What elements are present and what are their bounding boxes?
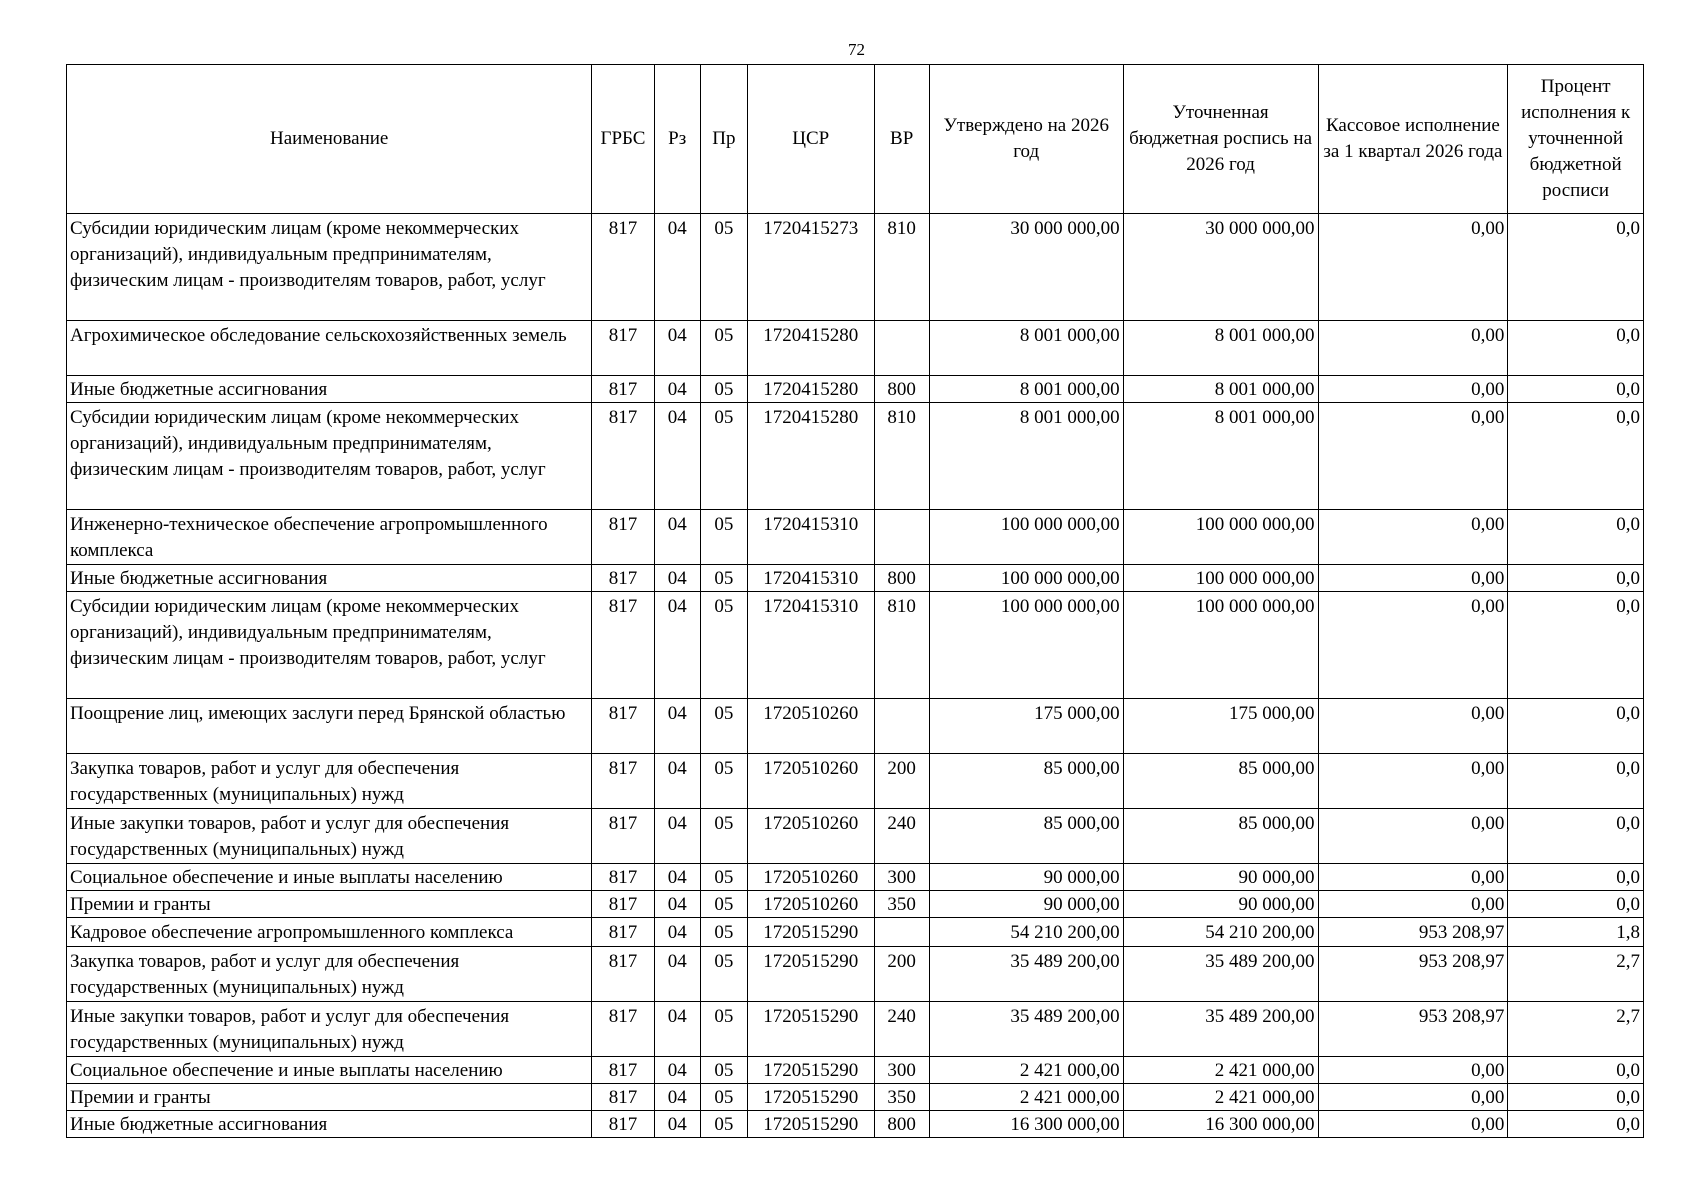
cell-approved: 35 489 200,00 (929, 1002, 1123, 1057)
cell-name: Социальное обеспечение и иные выплаты населению (67, 1057, 592, 1084)
cell-csr: 1720515290 (748, 1111, 875, 1138)
cell-vr: 240 (874, 1002, 929, 1057)
cell-refined: 100 000 000,00 (1123, 565, 1318, 592)
cell-refined: 90 000,00 (1123, 891, 1318, 918)
cell-name: Инженерно-техническое обеспечение агропромышленного комплекса (67, 510, 592, 565)
cell-percent: 0,0 (1508, 754, 1644, 809)
cell-percent: 0,0 (1508, 376, 1644, 403)
cell-rz: 04 (654, 510, 700, 565)
cell-cash: 0,00 (1318, 1111, 1508, 1138)
cell-pr: 05 (700, 592, 747, 699)
table-row (67, 809, 1644, 864)
cell-refined: 85 000,00 (1123, 809, 1318, 864)
cell-grbs: 817 (592, 1002, 654, 1057)
table-row (67, 592, 1644, 699)
table-row (67, 1057, 1644, 1084)
cell-refined: 85 000,00 (1123, 754, 1318, 809)
cell-pr: 05 (700, 754, 747, 809)
cell-percent: 0,0 (1508, 321, 1644, 376)
header-rz: Рз (654, 65, 700, 214)
cell-grbs: 817 (592, 565, 654, 592)
cell-refined: 90 000,00 (1123, 864, 1318, 891)
cell-cash: 0,00 (1318, 565, 1508, 592)
table-row (67, 214, 1644, 321)
cell-percent: 0,0 (1508, 565, 1644, 592)
cell-refined: 8 001 000,00 (1123, 321, 1318, 376)
cell-name: Поощрение лиц, имеющих заслуги перед Брянской областью (67, 699, 592, 754)
header-pr: Пр (700, 65, 747, 214)
table-header-row (67, 65, 1644, 214)
cell-pr: 05 (700, 1002, 747, 1057)
cell-percent: 1,8 (1508, 918, 1644, 947)
header-refined: Уточненная бюджетная роспись на 2026 год (1123, 65, 1318, 214)
cell-percent: 0,0 (1508, 1057, 1644, 1084)
cell-approved: 2 421 000,00 (929, 1057, 1123, 1084)
cell-name: Иные бюджетные ассигнования (67, 1111, 592, 1138)
cell-cash: 0,00 (1318, 376, 1508, 403)
cell-percent: 0,0 (1508, 891, 1644, 918)
table-row (67, 510, 1644, 565)
cell-cash: 0,00 (1318, 699, 1508, 754)
cell-csr: 1720415310 (748, 592, 875, 699)
cell-vr: 300 (874, 864, 929, 891)
cell-pr: 05 (700, 1111, 747, 1138)
cell-grbs: 817 (592, 1057, 654, 1084)
cell-approved: 90 000,00 (929, 891, 1123, 918)
cell-cash: 0,00 (1318, 891, 1508, 918)
cell-refined: 30 000 000,00 (1123, 214, 1318, 321)
cell-rz: 04 (654, 809, 700, 864)
cell-vr: 350 (874, 1084, 929, 1111)
cell-refined: 54 210 200,00 (1123, 918, 1318, 947)
cell-pr: 05 (700, 918, 747, 947)
cell-csr: 1720510260 (748, 891, 875, 918)
cell-csr: 1720415280 (748, 321, 875, 376)
cell-vr (874, 699, 929, 754)
cell-csr: 1720515290 (748, 1057, 875, 1084)
cell-refined: 8 001 000,00 (1123, 376, 1318, 403)
cell-vr: 240 (874, 809, 929, 864)
cell-rz: 04 (654, 918, 700, 947)
cell-approved: 30 000 000,00 (929, 214, 1123, 321)
cell-pr: 05 (700, 321, 747, 376)
cell-pr: 05 (700, 947, 747, 1002)
cell-vr: 800 (874, 1111, 929, 1138)
cell-cash: 953 208,97 (1318, 947, 1508, 1002)
cell-name: Закупка товаров, работ и услуг для обеспечения государственных (муниципальных) нужд (67, 754, 592, 809)
table-row (67, 1111, 1644, 1138)
cell-csr: 1720515290 (748, 1002, 875, 1057)
cell-percent: 0,0 (1508, 809, 1644, 864)
cell-csr: 1720510260 (748, 754, 875, 809)
cell-approved: 8 001 000,00 (929, 403, 1123, 510)
cell-grbs: 817 (592, 510, 654, 565)
cell-name: Субсидии юридическим лицам (кроме некоммерческих организаций), индивидуальным предпринимателям, физическим лицам - производителям товаров, работ, услуг (67, 592, 592, 699)
cell-percent: 0,0 (1508, 699, 1644, 754)
cell-grbs: 817 (592, 918, 654, 947)
budget-table (66, 64, 1644, 1138)
cell-vr: 350 (874, 891, 929, 918)
cell-approved: 85 000,00 (929, 754, 1123, 809)
cell-rz: 04 (654, 321, 700, 376)
cell-csr: 1720515290 (748, 918, 875, 947)
cell-vr: 800 (874, 565, 929, 592)
cell-rz: 04 (654, 1057, 700, 1084)
cell-grbs: 817 (592, 376, 654, 403)
cell-pr: 05 (700, 403, 747, 510)
cell-cash: 953 208,97 (1318, 918, 1508, 947)
cell-percent: 0,0 (1508, 1111, 1644, 1138)
cell-csr: 1720415310 (748, 510, 875, 565)
table-row (67, 376, 1644, 403)
cell-name: Кадровое обеспечение агропромышленного комплекса (67, 918, 592, 947)
cell-vr: 810 (874, 403, 929, 510)
cell-refined: 35 489 200,00 (1123, 1002, 1318, 1057)
cell-refined: 100 000 000,00 (1123, 592, 1318, 699)
cell-grbs: 817 (592, 592, 654, 699)
cell-pr: 05 (700, 699, 747, 754)
cell-pr: 05 (700, 214, 747, 321)
cell-name: Субсидии юридическим лицам (кроме некоммерческих организаций), индивидуальным предпринимателям, физическим лицам - производителям товаров, работ, услуг (67, 214, 592, 321)
cell-refined: 8 001 000,00 (1123, 403, 1318, 510)
cell-vr (874, 918, 929, 947)
cell-rz: 04 (654, 376, 700, 403)
cell-grbs: 817 (592, 754, 654, 809)
cell-approved: 100 000 000,00 (929, 592, 1123, 699)
cell-name: Агрохимическое обследование сельскохозяйственных земель (67, 321, 592, 376)
cell-percent: 0,0 (1508, 214, 1644, 321)
cell-csr: 1720510260 (748, 864, 875, 891)
table-row (67, 918, 1644, 947)
cell-name: Иные закупки товаров, работ и услуг для обеспечения государственных (муниципальных) нужд (67, 809, 592, 864)
cell-approved: 35 489 200,00 (929, 947, 1123, 1002)
cell-name: Иные закупки товаров, работ и услуг для обеспечения государственных (муниципальных) нужд (67, 1002, 592, 1057)
table-row (67, 947, 1644, 1002)
cell-percent: 0,0 (1508, 1084, 1644, 1111)
cell-approved: 54 210 200,00 (929, 918, 1123, 947)
cell-rz: 04 (654, 1084, 700, 1111)
table-row (67, 403, 1644, 510)
cell-rz: 04 (654, 864, 700, 891)
cell-csr: 1720510260 (748, 699, 875, 754)
cell-rz: 04 (654, 565, 700, 592)
cell-approved: 8 001 000,00 (929, 376, 1123, 403)
cell-vr: 200 (874, 754, 929, 809)
table-row (67, 864, 1644, 891)
table-row (67, 754, 1644, 809)
cell-refined: 175 000,00 (1123, 699, 1318, 754)
cell-grbs: 817 (592, 1111, 654, 1138)
cell-pr: 05 (700, 1084, 747, 1111)
cell-grbs: 817 (592, 321, 654, 376)
cell-cash: 0,00 (1318, 1057, 1508, 1084)
cell-cash: 0,00 (1318, 809, 1508, 864)
cell-csr: 1720415310 (748, 565, 875, 592)
cell-vr: 810 (874, 592, 929, 699)
cell-refined: 16 300 000,00 (1123, 1111, 1318, 1138)
cell-csr: 1720510260 (748, 809, 875, 864)
cell-pr: 05 (700, 891, 747, 918)
cell-rz: 04 (654, 699, 700, 754)
cell-vr (874, 321, 929, 376)
cell-cash: 953 208,97 (1318, 1002, 1508, 1057)
cell-approved: 100 000 000,00 (929, 565, 1123, 592)
cell-name: Иные бюджетные ассигнования (67, 376, 592, 403)
cell-percent: 0,0 (1508, 510, 1644, 565)
cell-name: Иные бюджетные ассигнования (67, 565, 592, 592)
cell-grbs: 817 (592, 214, 654, 321)
cell-grbs: 817 (592, 1084, 654, 1111)
cell-name: Субсидии юридическим лицам (кроме некоммерческих организаций), индивидуальным предпринимателям, физическим лицам - производителям товаров, работ, услуг (67, 403, 592, 510)
cell-refined: 35 489 200,00 (1123, 947, 1318, 1002)
cell-pr: 05 (700, 376, 747, 403)
cell-grbs: 817 (592, 699, 654, 754)
cell-cash: 0,00 (1318, 321, 1508, 376)
page-number: 72 (848, 40, 865, 59)
cell-grbs: 817 (592, 947, 654, 1002)
cell-approved: 90 000,00 (929, 864, 1123, 891)
cell-vr (874, 510, 929, 565)
table-row (67, 565, 1644, 592)
cell-rz: 04 (654, 891, 700, 918)
cell-refined: 100 000 000,00 (1123, 510, 1318, 565)
cell-pr: 05 (700, 864, 747, 891)
cell-refined: 2 421 000,00 (1123, 1084, 1318, 1111)
cell-csr: 1720515290 (748, 1084, 875, 1111)
cell-rz: 04 (654, 592, 700, 699)
cell-cash: 0,00 (1318, 1084, 1508, 1111)
header-vr: ВР (874, 65, 929, 214)
cell-refined: 2 421 000,00 (1123, 1057, 1318, 1084)
cell-grbs: 817 (592, 891, 654, 918)
cell-cash: 0,00 (1318, 510, 1508, 565)
cell-vr: 810 (874, 214, 929, 321)
cell-cash: 0,00 (1318, 214, 1508, 321)
header-percent: Процент исполнения к уточненной бюджетной росписи (1508, 65, 1644, 214)
cell-percent: 0,0 (1508, 403, 1644, 510)
cell-pr: 05 (700, 565, 747, 592)
cell-cash: 0,00 (1318, 592, 1508, 699)
cell-rz: 04 (654, 403, 700, 510)
cell-grbs: 817 (592, 864, 654, 891)
table-row (67, 1084, 1644, 1111)
cell-vr: 300 (874, 1057, 929, 1084)
cell-percent: 2,7 (1508, 1002, 1644, 1057)
cell-rz: 04 (654, 947, 700, 1002)
cell-rz: 04 (654, 1002, 700, 1057)
cell-approved: 100 000 000,00 (929, 510, 1123, 565)
header-approved: Утверждено на 2026 год (929, 65, 1123, 214)
header-csr: ЦСР (748, 65, 875, 214)
table-row (67, 1002, 1644, 1057)
table-row (67, 699, 1644, 754)
header-grbs: ГРБС (592, 65, 654, 214)
cell-pr: 05 (700, 1057, 747, 1084)
cell-name: Премии и гранты (67, 1084, 592, 1111)
cell-name: Закупка товаров, работ и услуг для обеспечения государственных (муниципальных) нужд (67, 947, 592, 1002)
cell-grbs: 817 (592, 809, 654, 864)
cell-vr: 200 (874, 947, 929, 1002)
cell-pr: 05 (700, 809, 747, 864)
table-row (67, 891, 1644, 918)
cell-csr: 1720415280 (748, 403, 875, 510)
header-cash: Кассовое исполнение за 1 квартал 2026 года (1318, 65, 1508, 214)
cell-approved: 8 001 000,00 (929, 321, 1123, 376)
cell-csr: 1720415280 (748, 376, 875, 403)
cell-rz: 04 (654, 754, 700, 809)
cell-cash: 0,00 (1318, 864, 1508, 891)
cell-grbs: 817 (592, 403, 654, 510)
cell-pr: 05 (700, 510, 747, 565)
cell-percent: 2,7 (1508, 947, 1644, 1002)
cell-percent: 0,0 (1508, 592, 1644, 699)
cell-name: Премии и гранты (67, 891, 592, 918)
cell-rz: 04 (654, 1111, 700, 1138)
cell-cash: 0,00 (1318, 754, 1508, 809)
cell-approved: 85 000,00 (929, 809, 1123, 864)
cell-percent: 0,0 (1508, 864, 1644, 891)
cell-name: Социальное обеспечение и иные выплаты населению (67, 864, 592, 891)
cell-cash: 0,00 (1318, 403, 1508, 510)
cell-approved: 175 000,00 (929, 699, 1123, 754)
cell-approved: 16 300 000,00 (929, 1111, 1123, 1138)
cell-csr: 1720515290 (748, 947, 875, 1002)
cell-rz: 04 (654, 214, 700, 321)
header-name: Наименование (67, 65, 592, 214)
table-row (67, 321, 1644, 376)
cell-approved: 2 421 000,00 (929, 1084, 1123, 1111)
cell-csr: 1720415273 (748, 214, 875, 321)
cell-vr: 800 (874, 376, 929, 403)
